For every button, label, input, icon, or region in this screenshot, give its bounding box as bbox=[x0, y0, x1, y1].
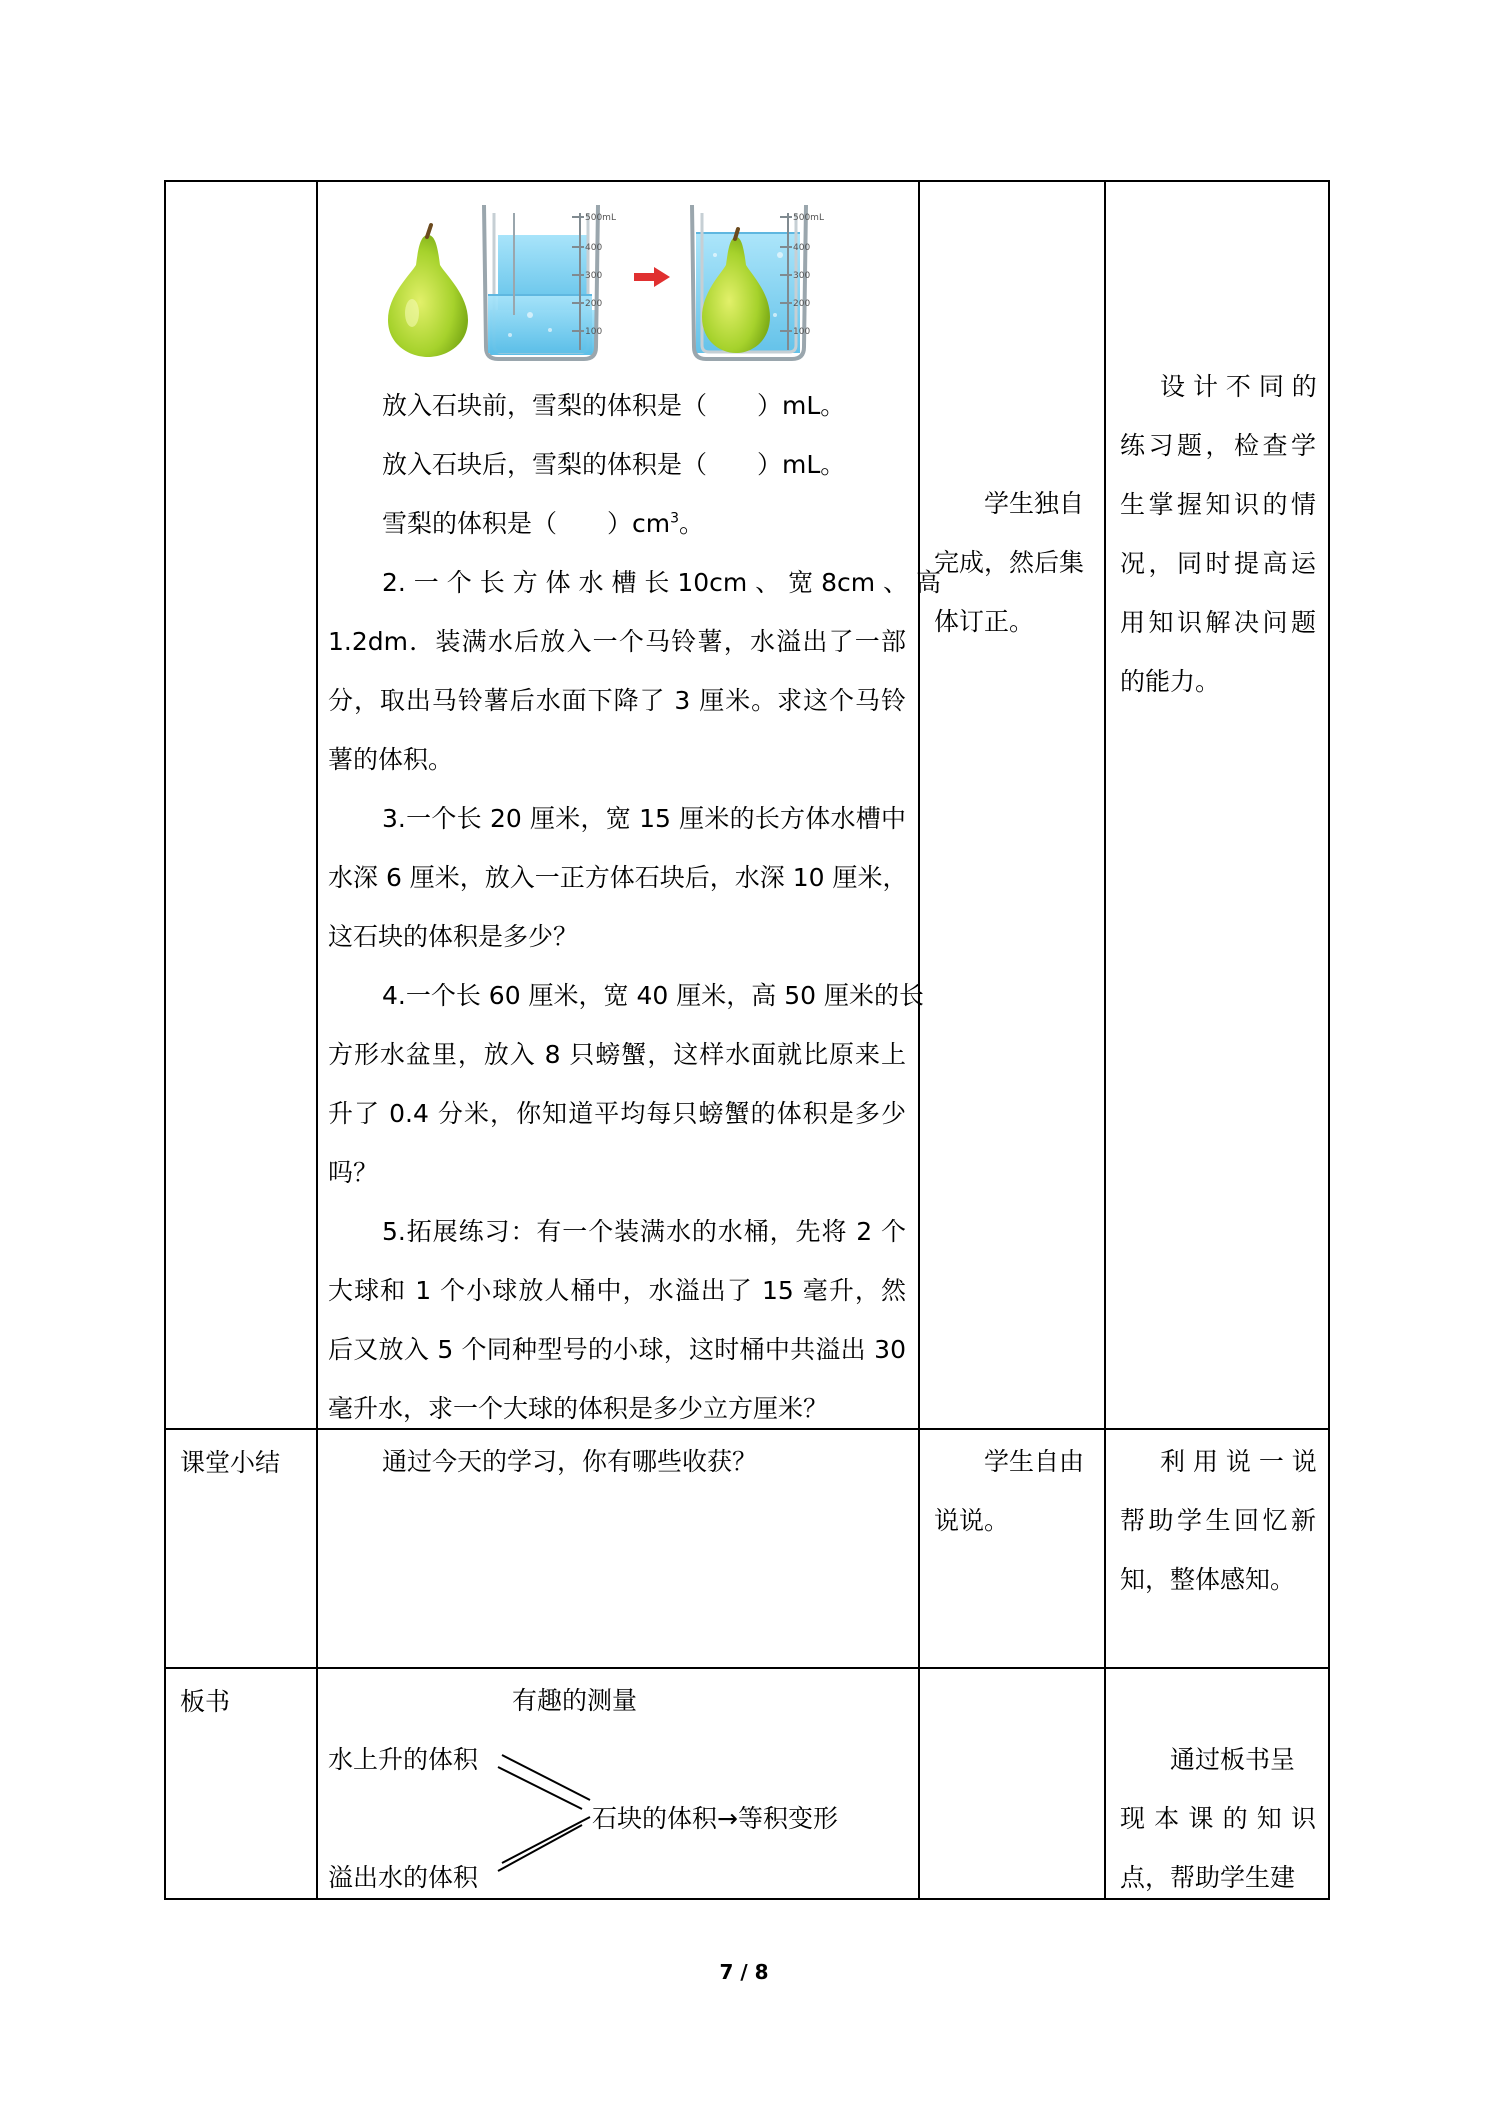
board-item-2: 溢出水的体积 bbox=[328, 1863, 479, 1892]
intent-line: 帮助学生回忆新 bbox=[1120, 1506, 1316, 1535]
board-label: 板书 bbox=[180, 1687, 231, 1716]
intent-line: 的能力。 bbox=[1120, 667, 1221, 696]
intent-line: 况，同时提高运 bbox=[1120, 549, 1316, 578]
q2-line-4: 薯的体积。 bbox=[328, 745, 454, 774]
pear-beaker-figure bbox=[380, 195, 840, 365]
summary-activity bbox=[934, 1432, 1094, 1550]
q4-line-2: 方形水盆里，放入 8 只螃蟹，这样水面就比原来上 bbox=[328, 1040, 906, 1069]
intent-line: 用知识解决问题 bbox=[1120, 608, 1316, 637]
question-3 bbox=[328, 789, 906, 966]
scale-label: 200 bbox=[793, 299, 811, 309]
board-result: 石块的体积→等积变形 bbox=[592, 1804, 838, 1833]
table-border-right bbox=[1328, 180, 1330, 1899]
activity-line: 说说。 bbox=[934, 1506, 1010, 1535]
q5-line-3: 后又放入 5 个同种型号的小球，这时桶中共溢出 30 bbox=[328, 1335, 906, 1364]
q3-line-1: 3.一个长 20 厘米，宽 15 厘米的长方体水槽中 bbox=[382, 804, 906, 833]
scale-label: 400 bbox=[793, 243, 811, 253]
q2-line-1: 2. 一 个 长 方 体 水 槽 长 10cm 、 宽 8cm 、 高 bbox=[382, 568, 942, 597]
q1-line-3 bbox=[382, 494, 704, 553]
scale-label: 500mL bbox=[793, 213, 824, 223]
board-intent bbox=[1120, 1730, 1316, 1907]
intent-line: 利 用 说 一 说 bbox=[1160, 1447, 1317, 1476]
scale-label: 500mL bbox=[585, 213, 616, 223]
q3-line-3: 这石块的体积是多少？ bbox=[328, 922, 579, 951]
q1-line-3-text: 雪梨的体积是（ ）cm bbox=[382, 509, 671, 538]
beaker-icon bbox=[484, 205, 616, 359]
scale-label: 200 bbox=[585, 299, 603, 309]
activity-line: 完成，然后集 bbox=[934, 548, 1085, 577]
summary-intent bbox=[1120, 1432, 1316, 1609]
scale-label: 100 bbox=[793, 327, 811, 337]
row-divider-2 bbox=[164, 1667, 1330, 1669]
intent-line: 生掌握知识的情 bbox=[1120, 490, 1316, 519]
beaker-icon bbox=[692, 205, 824, 359]
scale-label: 300 bbox=[585, 271, 603, 281]
pear-icon bbox=[388, 225, 468, 357]
intent-line: 设 计 不 同 的 bbox=[1160, 372, 1317, 401]
board-title: 有趣的测量 bbox=[512, 1686, 638, 1715]
intent-line: 通过板书呈 bbox=[1170, 1745, 1296, 1774]
arrow-right-icon bbox=[634, 267, 670, 287]
table-border-left bbox=[164, 180, 166, 1899]
activity-line: 体订正。 bbox=[934, 607, 1035, 636]
q4-line-4: 吗？ bbox=[328, 1158, 379, 1187]
scale-label: 100 bbox=[585, 327, 603, 337]
q1-line-2: 放入石块后，雪梨的体积是（ ）mL。 bbox=[382, 450, 846, 479]
summary-content: 通过今天的学习，你有哪些收获？ bbox=[382, 1447, 758, 1476]
q5-line-1: 5.拓展练习：有一个装满水的水桶，先将 2 个 bbox=[382, 1217, 906, 1246]
q2-line-2: 1.2dm．装满水后放入一个马铃薯，水溢出了一部 bbox=[328, 627, 906, 656]
activity-line: 学生独自 bbox=[984, 489, 1085, 518]
q1-line-3-end: 。 bbox=[679, 509, 705, 538]
table-divider-2 bbox=[918, 180, 920, 1899]
board-connector-lines bbox=[490, 1745, 600, 1875]
table-border-top bbox=[164, 180, 1330, 182]
q4-line-1: 4.一个长 60 厘米，宽 40 厘米，高 50 厘米的长 bbox=[382, 981, 924, 1010]
q1-line-1: 放入石块前，雪梨的体积是（ ）mL。 bbox=[382, 391, 846, 420]
scale-label: 300 bbox=[793, 271, 811, 281]
page-number: 7 / 8 bbox=[719, 1960, 769, 1984]
intent-line: 现 本 课 的 知 识 bbox=[1120, 1804, 1316, 1833]
q5-line-2: 大球和 1 个小球放人桶中，水溢出了 15 毫升，然 bbox=[328, 1276, 906, 1305]
table-divider-3 bbox=[1104, 180, 1106, 1899]
design-intent-1 bbox=[1120, 357, 1316, 711]
intent-line: 点，帮助学生建 bbox=[1120, 1863, 1296, 1892]
q3-line-2: 水深 6 厘米，放入一正方体石块后，水深 10 厘米， bbox=[328, 863, 908, 892]
scale-label: 400 bbox=[585, 243, 603, 253]
question-4 bbox=[328, 966, 924, 1202]
board-item-1: 水上升的体积 bbox=[328, 1745, 479, 1774]
q2-line-3: 分，取出马铃薯后水面下降了 3 厘米。求这个马铃 bbox=[328, 686, 906, 715]
activity-line: 学生自由 bbox=[984, 1447, 1085, 1476]
question-2 bbox=[328, 553, 942, 789]
q5-line-4: 毫升水，求一个大球的体积是多少立方厘米？ bbox=[328, 1394, 829, 1423]
table-divider-1 bbox=[316, 180, 318, 1899]
intent-line: 练习题，检查学 bbox=[1120, 431, 1316, 460]
question-5 bbox=[328, 1202, 906, 1438]
q4-line-3: 升了 0.4 分米，你知道平均每只螃蟹的体积是多少 bbox=[328, 1099, 906, 1128]
intent-line: 知，整体感知。 bbox=[1120, 1565, 1296, 1594]
cube-exponent: 3 bbox=[670, 510, 680, 527]
summary-label: 课堂小结 bbox=[180, 1448, 281, 1477]
student-activity-1 bbox=[934, 474, 1094, 651]
